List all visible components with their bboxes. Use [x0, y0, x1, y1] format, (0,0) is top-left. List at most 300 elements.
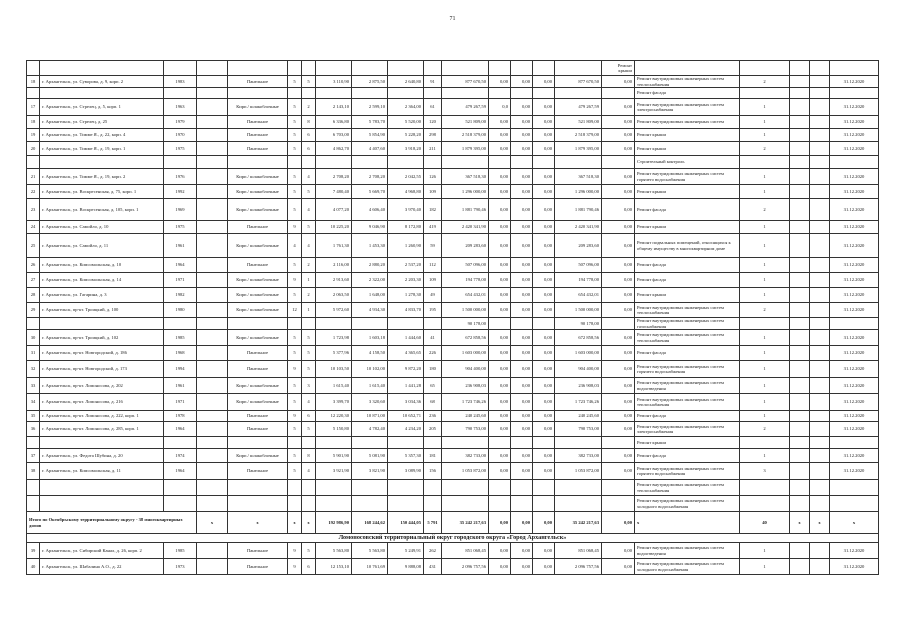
- table-cell: Кирп./ шлакоблочные: [228, 169, 288, 185]
- table-cell: [197, 234, 228, 258]
- table-cell: 2 420 341,90: [555, 221, 602, 234]
- table-cell: 1969: [164, 199, 197, 221]
- table-cell: [511, 496, 533, 512]
- table-cell: 0,00: [533, 234, 555, 258]
- table-cell: 4 077,20: [316, 199, 352, 221]
- table-cell: 0,00: [489, 559, 511, 575]
- table-cell: 10 652,71: [388, 411, 424, 422]
- table-cell: 31.12.2020: [830, 185, 879, 199]
- table-cell: Ремонт фасада: [635, 199, 740, 221]
- table-cell: [810, 543, 830, 559]
- table-cell: [442, 88, 489, 99]
- table-cell: Панельное: [228, 221, 288, 234]
- section-heading-row: [27, 534, 879, 543]
- table-cell: 0,00: [602, 116, 635, 129]
- table-cell: 35 242 217,63: [555, 512, 602, 534]
- table-cell: [533, 437, 555, 449]
- table-cell: Кирп./ шлакоблочные: [228, 185, 288, 199]
- table-cell: Ремонт подвальных помещений, относящихся к общему имуществу в многоквартирном доме: [635, 234, 740, 258]
- table-cell: 0,00: [533, 273, 555, 288]
- table-cell: 19: [27, 129, 40, 142]
- table-cell: [790, 199, 810, 221]
- table-cell: [810, 303, 830, 318]
- table-cell: 2 096 757,56: [442, 559, 489, 575]
- table-cell: 0,00: [511, 129, 533, 142]
- table-cell: 0,00: [602, 199, 635, 221]
- table-cell: 4 934,30: [352, 303, 388, 318]
- table-cell: х: [830, 512, 879, 534]
- table-cell: 0,00: [533, 512, 555, 534]
- table-cell: 1 296 000,00: [442, 185, 489, 199]
- table-cell: 0,00: [602, 559, 635, 575]
- table-cell: 0,00: [533, 199, 555, 221]
- table-cell: [197, 273, 228, 288]
- table-cell: [555, 437, 602, 449]
- table-cell: 9: [288, 543, 302, 559]
- table-cell: 0,00: [511, 116, 533, 129]
- table-cell: 1 603 000,00: [442, 346, 489, 361]
- table-cell: 31.12.2020: [830, 330, 879, 346]
- table-cell: 5: [302, 543, 316, 559]
- table-cell: Кирп./ шлакоблочные: [228, 199, 288, 221]
- table-cell: 1964: [164, 422, 197, 437]
- table-cell: 4 606,40: [352, 199, 388, 221]
- table-cell: 5 563,80: [316, 543, 352, 559]
- table-cell: 3 970,40: [388, 199, 424, 221]
- table-cell: 209 283,60: [555, 234, 602, 258]
- table-cell: 1: [740, 394, 790, 411]
- table-cell: 5: [288, 99, 302, 116]
- table-cell: 0,00: [602, 76, 635, 88]
- table-cell: 0,00: [602, 411, 635, 422]
- table-cell: [442, 496, 489, 512]
- table-cell: 0,00: [533, 394, 555, 411]
- table-cell: 1992: [164, 185, 197, 199]
- table-cell: 5: [288, 449, 302, 463]
- table-cell: [302, 437, 316, 449]
- table-cell: 34: [27, 394, 40, 411]
- table-cell: 12: [288, 303, 302, 318]
- table-cell: 61: [424, 99, 442, 116]
- table-cell: 0,00: [511, 411, 533, 422]
- table-cell: 0,00: [533, 411, 555, 422]
- table-cell: 1: [740, 288, 790, 303]
- table-cell: [197, 221, 228, 234]
- table-cell: 0,00: [489, 330, 511, 346]
- table-cell: 31.12.2020: [830, 303, 879, 318]
- table-cell: [810, 169, 830, 185]
- table-cell: 5: [302, 346, 316, 361]
- table-cell: Панельное: [228, 116, 288, 129]
- table-row: [27, 559, 879, 575]
- table-cell: 31.12.2020: [830, 199, 879, 221]
- table-cell: Ремонт внутридомовых инженерных систем электроснабжения: [635, 422, 740, 437]
- table-cell: 195: [424, 303, 442, 318]
- table-cell: 2: [302, 99, 316, 116]
- table-cell: [442, 437, 489, 449]
- table-cell: 1: [740, 346, 790, 361]
- table-cell: х: [810, 512, 830, 534]
- table-cell: 0,00: [533, 258, 555, 273]
- table-cell: г. Архангельск, ул. Стрелец, д. 25: [40, 116, 164, 129]
- table-cell: 1 500 000,00: [555, 303, 602, 318]
- table-cell: [197, 559, 228, 575]
- table-cell: [197, 422, 228, 437]
- table-cell: [810, 273, 830, 288]
- table-cell: 31.12.2020: [830, 463, 879, 480]
- table-cell: 1 603 000,00: [555, 346, 602, 361]
- table-cell: 0,00: [511, 512, 533, 534]
- table-cell: [197, 156, 228, 169]
- table-row: [27, 156, 879, 169]
- table-cell: 6: [302, 411, 316, 422]
- table-cell: [790, 361, 810, 378]
- table-cell: Ремонт крыши: [635, 142, 740, 156]
- table-cell: [40, 496, 164, 512]
- table-cell: 479 267,59: [555, 99, 602, 116]
- table-cell: [810, 449, 830, 463]
- table-cell: 31.12.2020: [830, 169, 879, 185]
- table-cell: г. Архангельск, пр-кт. Ломоносова, д. 216: [40, 394, 164, 411]
- table-cell: [830, 496, 879, 512]
- table-cell: 2 880,20: [352, 258, 388, 273]
- table-cell: [511, 437, 533, 449]
- table-cell: Итого по Октябрьскому территориальному округу - 38 многоквартирных домов: [27, 512, 197, 534]
- table-cell: [810, 437, 830, 449]
- table-cell: [302, 156, 316, 169]
- table-cell: 194 778,00: [555, 273, 602, 288]
- table-cell: [790, 76, 810, 88]
- table-cell: 5 563,80: [352, 543, 388, 559]
- table-cell: х: [790, 512, 810, 534]
- table-cell: Панельное: [228, 559, 288, 575]
- table-cell: [316, 437, 352, 449]
- table-cell: [388, 318, 424, 330]
- table-cell: 0,00: [511, 169, 533, 185]
- table-cell: [740, 318, 790, 330]
- table-cell: 9: [288, 361, 302, 378]
- table-cell: Панельное: [228, 361, 288, 378]
- table-cell: Кирп./ шлакоблочные: [228, 234, 288, 258]
- table-row: [27, 463, 879, 480]
- table-cell: [164, 88, 197, 99]
- table-cell: [288, 88, 302, 99]
- table-cell: [790, 449, 810, 463]
- table-cell: [790, 221, 810, 234]
- table-cell: 29: [27, 303, 40, 318]
- table-cell: 21: [27, 169, 40, 185]
- table-cell: 0,00: [533, 99, 555, 116]
- table-cell: [288, 61, 302, 76]
- table-cell: 9: [288, 559, 302, 575]
- table-cell: г. Архангельск, ул. Суворова, д. 9, корп. 2: [40, 76, 164, 88]
- table-cell: 211: [424, 142, 442, 156]
- table-cell: Ремонт внутридомовых инженерных систем водоотведения: [635, 543, 740, 559]
- table-cell: 4: [302, 463, 316, 480]
- table-cell: 5 791: [424, 512, 442, 534]
- table-cell: [489, 88, 511, 99]
- table-cell: 5: [302, 76, 316, 88]
- table-cell: 0,00: [489, 288, 511, 303]
- table-cell: 2 640,80: [388, 76, 424, 88]
- table-cell: 1978: [164, 411, 197, 422]
- table-cell: 2: [302, 288, 316, 303]
- table-cell: 1976: [164, 169, 197, 185]
- table-cell: 0,0: [489, 99, 511, 116]
- table-cell: 1975: [164, 142, 197, 156]
- table-cell: 3 089,90: [388, 463, 424, 480]
- table-cell: [810, 199, 830, 221]
- table-cell: [40, 88, 164, 99]
- table-cell: 0,00: [489, 116, 511, 129]
- table-row: [27, 76, 879, 88]
- table-cell: 8: [302, 449, 316, 463]
- table-cell: [197, 346, 228, 361]
- table-cell: [810, 221, 830, 234]
- table-cell: [489, 318, 511, 330]
- table-cell: [197, 76, 228, 88]
- table-cell: 22: [27, 185, 40, 199]
- table-cell: 5: [288, 185, 302, 199]
- table-cell: Ремонт внутридомовых инженерных систем теплоснабжения: [635, 76, 740, 88]
- table-cell: [27, 61, 40, 76]
- table-cell: [228, 496, 288, 512]
- table-cell: 5: [288, 378, 302, 394]
- table-cell: 31.12.2020: [830, 76, 879, 88]
- table-cell: Ремонт фасада: [635, 449, 740, 463]
- table-cell: [602, 496, 635, 512]
- table-cell: 0,00: [511, 258, 533, 273]
- table-cell: 0,00: [602, 185, 635, 199]
- table-cell: 0,00: [602, 288, 635, 303]
- table-cell: г. Архангельск, ул. Воскресенская, д. 75, корп. 1: [40, 185, 164, 199]
- table-cell: 1979: [164, 116, 197, 129]
- table-cell: [489, 496, 511, 512]
- table-cell: 1: [740, 411, 790, 422]
- table-cell: [442, 61, 489, 76]
- table-cell: [197, 543, 228, 559]
- table-cell: [790, 330, 810, 346]
- table-cell: 10 103,50: [316, 361, 352, 378]
- table-cell: 9: [288, 273, 302, 288]
- table-row: [27, 273, 879, 288]
- table-cell: [424, 61, 442, 76]
- table-cell: 0,00: [489, 361, 511, 378]
- table-cell: 1970: [164, 129, 197, 142]
- table-cell: 7 480,40: [316, 185, 352, 199]
- table-cell: г. Архангельск, пр-кт. Новгородский, д. 173: [40, 361, 164, 378]
- table-cell: [790, 496, 810, 512]
- table-cell: 0,00: [511, 559, 533, 575]
- table-cell: 10 102,00: [352, 361, 388, 378]
- table-cell: [810, 559, 830, 575]
- table-cell: Кирп./ шлакоблочные: [228, 330, 288, 346]
- table-cell: 0,00: [602, 273, 635, 288]
- table-cell: 2 875,50: [352, 76, 388, 88]
- table-cell: 2: [740, 76, 790, 88]
- table-cell: 1963: [164, 99, 197, 116]
- table-cell: 31.12.2020: [830, 346, 879, 361]
- table-cell: [810, 288, 830, 303]
- table-cell: [424, 480, 442, 496]
- table-cell: г. Архангельск, ул. Комсомольская, д. 14: [40, 273, 164, 288]
- table-cell: [810, 185, 830, 199]
- table-cell: 1 278,30: [388, 288, 424, 303]
- table-cell: 0,00: [489, 169, 511, 185]
- table-cell: 1964: [164, 258, 197, 273]
- table-cell: 0,00: [511, 394, 533, 411]
- table-cell: 1 761,30: [316, 234, 352, 258]
- table-cell: Кирп./ шлакоблочные: [228, 449, 288, 463]
- table-cell: г. Архангельск, пр-кт. Ломоносова, д. 202: [40, 378, 164, 394]
- table-cell: 1 441,28: [388, 378, 424, 394]
- table-cell: 31.12.2020: [830, 116, 879, 129]
- table-cell: 5 150,80: [316, 422, 352, 437]
- table-cell: 6 336,80: [316, 116, 352, 129]
- table-cell: 41: [424, 330, 442, 346]
- table-cell: 367 518,30: [555, 169, 602, 185]
- table-cell: 877 670,50: [555, 76, 602, 88]
- table-cell: [511, 156, 533, 169]
- table-cell: Ремонт внутридомовых инженерных систем холодного водоснабжения: [635, 559, 740, 575]
- table-cell: [810, 234, 830, 258]
- table-cell: 1: [740, 185, 790, 199]
- table-cell: [790, 346, 810, 361]
- table-cell: 2: [302, 258, 316, 273]
- table-cell: г. Архангельск, ул. Тимме Я., д. 19, корп. 1: [40, 142, 164, 156]
- table-cell: [228, 437, 288, 449]
- table-cell: [740, 496, 790, 512]
- table-cell: 1 603,18: [352, 330, 388, 346]
- table-cell: [424, 437, 442, 449]
- table-cell: 35: [27, 411, 40, 422]
- table-cell: [316, 480, 352, 496]
- table-cell: 0,00: [533, 559, 555, 575]
- table-cell: [790, 185, 810, 199]
- table-cell: [790, 559, 810, 575]
- table-cell: [197, 129, 228, 142]
- table-cell: 0,00: [511, 463, 533, 480]
- table-cell: 31.12.2020: [830, 129, 879, 142]
- table-cell: 1: [740, 234, 790, 258]
- table-cell: 6: [302, 142, 316, 156]
- table-cell: 0,00: [533, 185, 555, 199]
- table-cell: 0,00: [602, 394, 635, 411]
- table-cell: Ремонт фасада: [635, 88, 740, 99]
- table-cell: 37: [27, 449, 40, 463]
- table-cell: 4 862,70: [316, 142, 352, 156]
- table-row: [27, 221, 879, 234]
- table-cell: г. Архангельск, ул. Федота Шубина, д. 20: [40, 449, 164, 463]
- table-cell: 3 921,90: [316, 463, 352, 480]
- table-cell: 0,00: [602, 221, 635, 234]
- table-cell: 36: [27, 422, 40, 437]
- table-cell: 30: [27, 330, 40, 346]
- table-cell: [740, 437, 790, 449]
- table-cell: 25: [27, 234, 40, 258]
- table-cell: [27, 88, 40, 99]
- table-cell: 0,00: [511, 221, 533, 234]
- table-cell: 209 283,60: [442, 234, 489, 258]
- table-cell: 5: [288, 199, 302, 221]
- table-cell: [555, 156, 602, 169]
- table-row: [27, 422, 879, 437]
- table-cell: 1: [740, 378, 790, 394]
- table-cell: 1: [740, 129, 790, 142]
- table-cell: [810, 99, 830, 116]
- table-cell: [288, 156, 302, 169]
- table-cell: 31.12.2020: [830, 142, 879, 156]
- table-row: [27, 378, 879, 394]
- table-cell: [424, 156, 442, 169]
- table-cell: 8 172,80: [388, 221, 424, 234]
- table-cell: 0,00: [533, 116, 555, 129]
- table-cell: [555, 480, 602, 496]
- table-cell: [302, 88, 316, 99]
- table-cell: 0,00: [489, 273, 511, 288]
- table-cell: [602, 88, 635, 99]
- table-row: [27, 346, 879, 361]
- table-cell: 31.12.2020: [830, 378, 879, 394]
- table-cell: 4 782,40: [352, 422, 388, 437]
- table-cell: 2 518 379,00: [442, 129, 489, 142]
- table-cell: [810, 422, 830, 437]
- table-cell: 9 872,20: [388, 361, 424, 378]
- table-cell: 0,00: [489, 463, 511, 480]
- table-cell: 0,00: [489, 76, 511, 88]
- table-cell: 0,00: [511, 449, 533, 463]
- table-cell: 1 260,90: [388, 234, 424, 258]
- table-cell: 12 220,30: [316, 411, 352, 422]
- table-cell: 3 034,36: [388, 394, 424, 411]
- table-cell: 5: [288, 129, 302, 142]
- table-cell: [602, 480, 635, 496]
- table-cell: 49: [424, 288, 442, 303]
- table-cell: 0,00: [533, 129, 555, 142]
- table-cell: Панельное: [228, 142, 288, 156]
- table-cell: [635, 61, 740, 76]
- table-cell: [197, 303, 228, 318]
- table-cell: 5 783,70: [352, 116, 388, 129]
- table-cell: 31.12.2020: [830, 221, 879, 234]
- table-cell: [197, 258, 228, 273]
- table-cell: [197, 394, 228, 411]
- table-cell: [228, 480, 288, 496]
- table-cell: 1 723 746,26: [555, 394, 602, 411]
- table-cell: 4 365,65: [388, 346, 424, 361]
- table-cell: Ремонт внутридомовых инженерных систем теплоснабжения: [635, 480, 740, 496]
- table-cell: г. Архангельск, пр-кт. Ломоносова, д. 222, корп. 1: [40, 411, 164, 422]
- table-cell: 24: [27, 221, 40, 234]
- table-cell: 0,00: [533, 221, 555, 234]
- table-cell: [197, 318, 228, 330]
- table-cell: 1 053 872,00: [555, 463, 602, 480]
- table-cell: [197, 142, 228, 156]
- table-cell: [228, 88, 288, 99]
- table-cell: Панельное: [228, 76, 288, 88]
- table-cell: 479 267,59: [442, 99, 489, 116]
- table-cell: 4: [302, 169, 316, 185]
- table-cell: 4 968,80: [388, 185, 424, 199]
- table-cell: 382 733,00: [442, 449, 489, 463]
- table-cell: 8: [302, 116, 316, 129]
- table-cell: Ремонт внутридомовых инженерных систем теплоснабжения: [635, 330, 740, 346]
- table-row: [27, 61, 879, 76]
- table-cell: [810, 480, 830, 496]
- table-cell: [228, 61, 288, 76]
- table-cell: 672 858,56: [442, 330, 489, 346]
- table-cell: 382 733,00: [555, 449, 602, 463]
